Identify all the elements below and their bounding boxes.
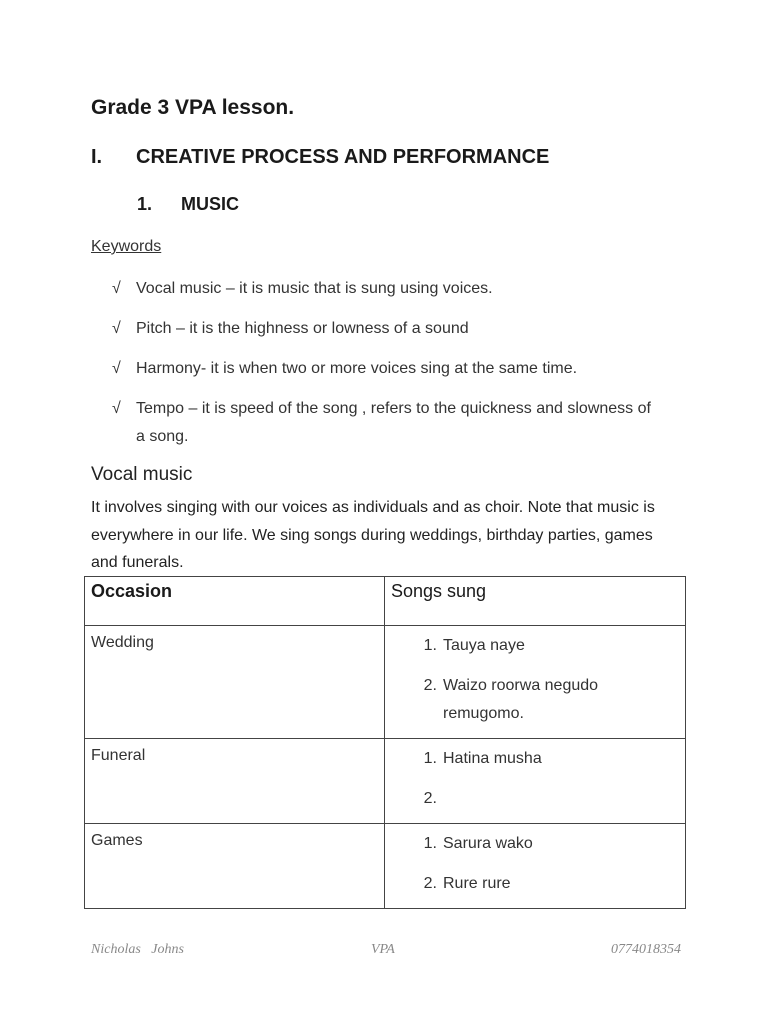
check-icon: √ [112, 320, 121, 337]
check-icon: √ [112, 360, 121, 377]
song-item [385, 830, 679, 858]
song-item [385, 672, 679, 728]
song-list [385, 745, 679, 813]
column-header-songs: Songs sung [385, 577, 686, 626]
song-number: 2. [423, 790, 437, 807]
song-title: Hatina musha [443, 750, 542, 767]
table-row [85, 626, 686, 739]
page-title: Grade 3 VPA lesson. [91, 96, 295, 119]
occasion-cell: Funeral [85, 739, 385, 824]
keywords-label: Keywords [91, 238, 162, 255]
check-icon: √ [112, 400, 121, 417]
song-title: Sarura wako [443, 835, 533, 852]
section-number: I. [91, 146, 103, 168]
vocal-music-paragraph: It involves singing with our voices as individuals and as choir. Note that music is everywhere in our life. We sing songs during weddings, birthday parties, games and funerals. [91, 499, 655, 571]
song-number: 2. [423, 875, 437, 892]
keyword-item [112, 355, 652, 383]
keyword-text: Vocal music – it is music that is sung using voices. [136, 280, 493, 297]
songs-cell [385, 626, 686, 739]
footer-subject: VPA [371, 942, 395, 957]
song-list [385, 632, 679, 728]
table-row [85, 824, 686, 909]
keyword-item [112, 315, 652, 343]
song-item [385, 785, 679, 813]
song-item [385, 870, 679, 898]
song-number: 1. [423, 750, 437, 767]
subsection-heading [137, 194, 239, 215]
song-title: Waizo roorwa negudo remugomo. [443, 677, 599, 722]
subsection-label: MUSIC [181, 194, 239, 214]
table-header-row [85, 577, 686, 626]
check-icon: √ [112, 280, 121, 297]
keyword-text: Harmony- it is when two or more voices sing at the same time. [136, 360, 578, 377]
subsection-number: 1. [137, 194, 153, 214]
keyword-item [112, 395, 652, 451]
occasion-cell: Games [85, 824, 385, 909]
song-number: 1. [423, 835, 437, 852]
keyword-list [112, 275, 652, 463]
section-label: CREATIVE PROCESS AND PERFORMANCE [136, 146, 550, 168]
footer-author: Nicholas Johns [91, 942, 184, 957]
keyword-item [112, 275, 652, 303]
song-title [443, 785, 679, 813]
song-item [385, 745, 679, 773]
section-heading [91, 146, 549, 169]
song-title: Rure rure [443, 875, 511, 892]
songs-cell [385, 739, 686, 824]
table-row [85, 739, 686, 824]
song-list [385, 830, 679, 898]
songs-table [84, 576, 686, 909]
keyword-text: Pitch – it is the highness or lowness of a sound [136, 320, 469, 337]
song-title: Tauya naye [443, 637, 525, 654]
vocal-music-heading: Vocal music [91, 464, 193, 485]
occasion-cell: Wedding [85, 626, 385, 739]
song-item [385, 632, 679, 660]
keyword-text: Tempo – it is speed of the song , refers to the quickness and slowness of a song. [136, 400, 651, 445]
footer-phone: 0774018354 [611, 942, 681, 957]
column-header-occasion: Occasion [85, 577, 385, 626]
song-number: 1. [423, 637, 437, 654]
song-number: 2. [423, 677, 437, 694]
songs-cell [385, 824, 686, 909]
